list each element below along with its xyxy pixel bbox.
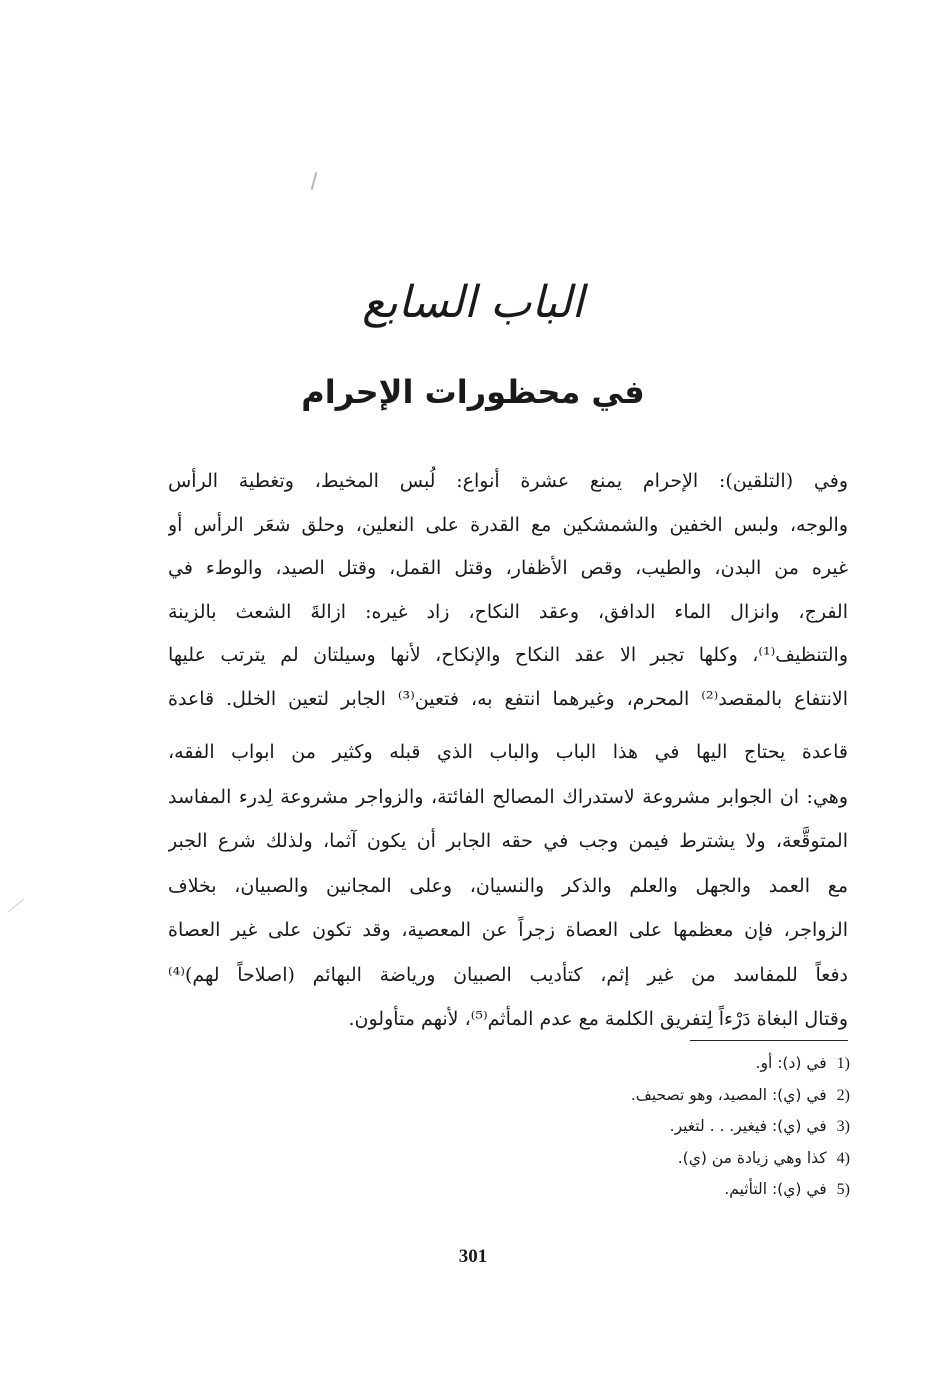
scan-mark bbox=[311, 172, 318, 190]
text-line: الانتفاع بالمقصد⁽²⁾ المحرم، وغيرهما انتفع به، فتعين⁽³⁾ الجابر لتعين الخلل. قاعدة bbox=[168, 687, 848, 710]
footnote-text: في (ي): فيغير. . . لتغير. bbox=[669, 1117, 827, 1135]
footnote-number: 4) bbox=[836, 1149, 850, 1167]
text-line: غيره من البدن، والطيب، وقص الأظفار، وقتل القمل، وقتل الصيد، والوطء في bbox=[168, 557, 848, 579]
paragraph-2 bbox=[168, 730, 848, 1042]
chapter-title: الباب السابع bbox=[362, 277, 584, 328]
text-line: وقتال البغاة دَرْءاً لِتفريق الكلمة مع عدم المأثم⁽⁵⁾، لأنهم متأولون. bbox=[348, 1008, 848, 1030]
footnote-text: في (ي): المصيد، وهو تصحيف. bbox=[630, 1085, 827, 1104]
scan-mark-left bbox=[8, 899, 24, 913]
chapter-subtitle: في محظورات الإحرام bbox=[301, 373, 645, 411]
footnote-separator bbox=[690, 1040, 848, 1041]
footnote bbox=[450, 1143, 850, 1175]
text-line: وفي (التلقين): الإحرام يمنع عشرة أنواع: لُبس المخيط، وتغطية الرأس bbox=[168, 470, 848, 492]
footnote bbox=[450, 1174, 850, 1206]
text-line: قاعدة يحتاج اليها في هذا الباب والباب الذي قبله وكثير من ابواب الفقه، bbox=[168, 741, 848, 763]
footnote-text: في (ي): التأثيم. bbox=[724, 1180, 827, 1198]
page-number: 301 bbox=[458, 1246, 488, 1267]
footnote-number: 1) bbox=[836, 1055, 850, 1072]
text-line: الزواجر، فإن معظمها على العصاة زجراً عن المعصية، وقد تكون على غير العصاة bbox=[168, 919, 848, 941]
footnote-number: 5) bbox=[836, 1181, 850, 1198]
text-line: والتنظيف⁽¹⁾، وكلها تجبر الا عقد النكاح والإنكاح، لأنها وسيلتان لم يترتب عليها bbox=[168, 644, 848, 666]
text-line: الفرج، وانزال الماء الدافق، وعقد النكاح، زاد غيره: ازالةَ الشعث بالزينة bbox=[168, 600, 848, 623]
footnote bbox=[450, 1048, 850, 1080]
text-line: والوجه، ولبس الخفين والشمشكين مع القدرة على النعلين، وحلق شعَر الرأس أو bbox=[168, 513, 848, 536]
footnote-text: كذا وهي زيادة من (ي). bbox=[677, 1148, 827, 1167]
text-line: دفعاً للمفاسد من غير إثم، كتأديب الصبيان ورياضة البهائم (اصلاحاً لهم)⁽⁴⁾ bbox=[168, 963, 848, 986]
footnote-number: 3) bbox=[836, 1118, 850, 1135]
text-line: مع العمد والجهل والعلم والذكر والنسيان، وعلى المجانين والصبيان، بخلاف bbox=[168, 874, 848, 897]
footnote bbox=[450, 1080, 850, 1112]
paragraph-1 bbox=[168, 460, 848, 721]
text-line: وهي: ان الجوابر مشروعة لاستدراك المصالح الفائتة، والزواجر مشروعة لِدرء المفاسد bbox=[168, 785, 848, 808]
footnotes bbox=[450, 1048, 850, 1206]
footnote-number: 2) bbox=[836, 1086, 850, 1104]
footnote-text: في (د): أو. bbox=[755, 1054, 827, 1072]
text-line: المتوقَّعة، ولا يشترط فيمن وجب في حقه الجابر أن يكون آثما، ولذلك شرع الجبر bbox=[168, 830, 848, 852]
footnote bbox=[450, 1111, 850, 1143]
